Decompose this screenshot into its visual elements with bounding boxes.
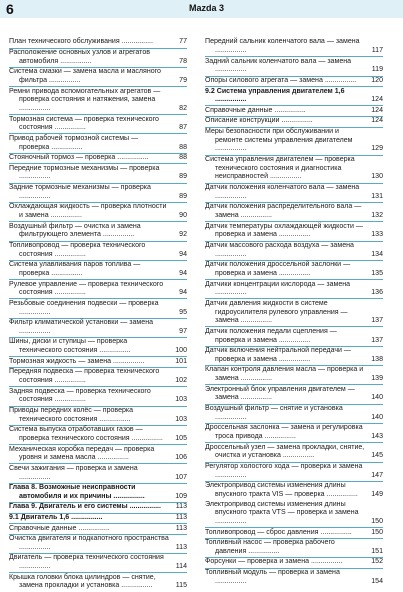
toc-entry-page: 120	[371, 76, 383, 84]
toc-entry-page: 133	[371, 231, 383, 239]
toc-entry	[205, 261, 383, 280]
toc-entry	[205, 528, 383, 539]
toc-entry-title: Электропривод системы изменения длины впускного тракта VTS — проверка и замена ................	[205, 500, 359, 525]
toc-entry-page: 97	[179, 327, 187, 335]
toc-entry-title: Глава 8. Возможные неисправности автомобиля и их причины ................	[9, 484, 145, 500]
toc-entry-page: 131	[371, 192, 383, 200]
toc-entry-title: 9.2 Система управления двигателем 1,6 ................	[205, 87, 345, 104]
toc-entry-page: 138	[371, 355, 383, 363]
toc-entry-page: 147	[371, 471, 383, 479]
toc-entry-page: 109	[175, 492, 187, 500]
toc-entry-title: Задний сальник коленчатого вала — замена ................	[205, 57, 352, 74]
toc-entry-page: 137	[371, 317, 383, 325]
toc-entry-title: Описание конструкции ................	[205, 117, 313, 125]
toc-entry-page: 77	[179, 38, 187, 46]
toc-entry-page: 94	[179, 289, 187, 297]
toc-entry-page: 113	[175, 514, 187, 521]
toc-entry-page: 107	[175, 473, 187, 481]
toc-entry-title: Резьбовые соединения подвески — проверка ................	[9, 299, 159, 316]
toc-entry-title: Датчик положения педали сцепления — проверка и замена ................	[205, 327, 337, 344]
toc-entry-title: Электронный блок управления двигателем — замена ................	[205, 385, 355, 402]
toc-entry-title: Передний сальник коленчатого вала — замена ................	[205, 38, 360, 55]
toc-entry	[205, 203, 383, 222]
toc-entry	[205, 366, 383, 385]
toc-entry-title: Задние тормозные механизмы — проверка ................	[9, 184, 151, 200]
toc-entry	[9, 535, 187, 554]
toc-entry-page: 132	[371, 212, 383, 220]
toc-entry-page: 129	[371, 145, 383, 153]
toc-entry-title: Тормозная система — проверка технического состояния ................	[9, 115, 159, 132]
toc-entry	[9, 426, 187, 445]
toc-column-right	[205, 38, 383, 587]
toc-entry	[9, 242, 187, 261]
toc-entry	[9, 387, 187, 406]
toc-entry	[205, 77, 383, 88]
toc-entry	[205, 156, 383, 184]
toc-entry-title: Приводы передних колёс — проверка технического состояния ................	[9, 406, 134, 423]
toc-entry	[9, 357, 187, 368]
toc-entry-title: Двигатель — проверка технического состояния ................	[9, 554, 164, 571]
toc-entry-title: Клапан контроля давления масла — проверка и замена ................	[205, 366, 364, 383]
toc-entry-page: 78	[179, 57, 187, 65]
toc-entry	[205, 482, 383, 500]
toc-entry	[205, 443, 383, 462]
toc-entry	[205, 327, 383, 346]
toc-entry-page: 134	[371, 250, 383, 258]
header-bar	[0, 0, 403, 18]
toc-entry	[9, 464, 187, 483]
toc-entry	[205, 184, 383, 203]
toc-entry-page: 105	[175, 434, 187, 442]
toc-entry-page: 88	[179, 154, 187, 162]
toc-entry-page: 130	[371, 173, 383, 181]
toc-entry	[9, 299, 187, 318]
toc-entry	[205, 128, 383, 156]
toc-entry-page: 79	[179, 76, 187, 84]
toc-entry	[9, 222, 187, 241]
toc-entry	[9, 368, 187, 387]
toc-entry-title: Датчик массового расхода воздуха — замена ................	[205, 241, 354, 258]
toc-entry-page: 139	[371, 375, 383, 383]
toc-entry	[205, 463, 383, 482]
toc-entry-title: Датчики концентрации кислорода — замена ................	[205, 280, 351, 297]
toc-entry-title: Справочные данные ................	[205, 106, 306, 114]
toc-entry	[205, 405, 383, 424]
toc-entry	[205, 569, 383, 587]
toc-entry-title: Тормозная жидкость — замена ................	[9, 357, 145, 365]
toc-entry-title: Датчик положения дроссельной заслонки — проверка и замена ................	[205, 261, 351, 277]
toc-entry-title: Охлаждающая жидкость — проверка плотности и замена ................	[9, 203, 167, 220]
toc-entry-title: Задняя подвеска — проверка технического состояния ................	[9, 387, 151, 404]
toc-entry	[9, 68, 187, 87]
toc-entry-page: 154	[371, 577, 383, 585]
toc-entry	[205, 57, 383, 76]
toc-entry	[9, 115, 187, 134]
running-head: Mazda 3	[189, 3, 225, 13]
toc-entry	[205, 558, 383, 569]
toc-entry-title: Ремни привода вспомогательных агрегатов — проверка состояния и натяжения, замена ................	[9, 87, 161, 112]
toc-entry-title: Рулевое управление — проверка технического состояния ................	[9, 280, 164, 297]
toc-entry	[9, 203, 187, 222]
toc-entry-page: 151	[371, 547, 383, 555]
toc-entry	[205, 106, 383, 117]
toc-entry-page: 114	[175, 563, 187, 571]
toc-entry-title: Опоры силового агрегата — замена ................	[205, 76, 357, 84]
toc-entry-page: 95	[179, 308, 187, 316]
toc-entry	[9, 87, 187, 115]
toc-entry-page: 140	[371, 394, 383, 402]
toc-entry-page: 124	[371, 106, 383, 114]
toc-column-left	[9, 38, 187, 592]
toc-entry-page: 113	[175, 503, 187, 511]
toc-entry	[205, 38, 383, 57]
toc-entry	[9, 164, 187, 183]
toc-entry-page: 113	[175, 524, 187, 532]
toc-entry-title: Система выпуска отработавших газов — проверка технического состояния ................	[9, 426, 163, 442]
toc-entry-page: 119	[371, 66, 383, 74]
toc-entry	[205, 539, 383, 558]
toc-entry-page: 92	[179, 231, 187, 239]
toc-entry-title: 9.1 Двигатель 1,6 ................	[9, 514, 103, 521]
toc-entry-title: Шины, диски и ступицы — проверка технического состояния ................	[9, 338, 131, 355]
toc-entry-page: 94	[179, 250, 187, 258]
toc-entry	[9, 338, 187, 357]
toc-entry-page: 87	[179, 124, 187, 132]
page-number: 6	[6, 1, 14, 17]
toc-entry	[9, 184, 187, 203]
toc-entry	[205, 500, 383, 528]
toc-entry-page: 150	[371, 517, 383, 525]
toc-entry-title: Датчик давления жидкости в системе гидроусилителя рулевого управления — замена ................	[205, 299, 348, 325]
toc-entry-page: 100	[175, 347, 187, 355]
toc-section	[205, 87, 383, 106]
toc-entry	[9, 261, 187, 280]
toc-entry-page: 94	[179, 269, 187, 277]
toc-entry	[9, 319, 187, 338]
toc-entry-title: Свечи зажигания — проверка и замена ................	[9, 464, 138, 481]
toc-chapter	[9, 484, 187, 503]
toc-entry-page: 103	[175, 396, 187, 404]
toc-entry-page: 113	[175, 543, 187, 551]
toc-entry-title: Топливный модуль — проверка и замена ................	[205, 569, 340, 585]
toc-entry-title: Крышка головки блока цилиндров — снятие, замена прокладки и установка ................	[9, 573, 156, 590]
toc-entry-page: 106	[175, 454, 187, 462]
toc-entry	[205, 242, 383, 261]
toc-entry-page: 117	[371, 47, 383, 55]
toc-entry	[9, 280, 187, 299]
toc-entry-page: 88	[179, 143, 187, 151]
toc-entry	[9, 154, 187, 165]
toc-entry-page: 115	[175, 582, 187, 590]
toc-entry-title: Топливный насос — проверка рабочего давления ................	[205, 539, 335, 555]
toc-entry-page: 101	[175, 357, 187, 365]
toc-entry-title: Передняя подвеска — проверка технического состояния ................	[9, 368, 160, 385]
toc-entry-title: Датчик температуры охлаждающей жидкости — проверка и замена ................	[205, 222, 363, 239]
toc-entry	[205, 299, 383, 327]
toc-entry-title: Воздушный фильтр — очистка и замена фильтрующего элемента ................	[9, 222, 141, 239]
toc-entry-page: 102	[175, 377, 187, 385]
toc-entry-title: Справочные данные ................	[9, 524, 110, 532]
toc-entry	[9, 524, 187, 535]
toc-entry-page: 143	[371, 433, 383, 441]
toc-entry-page: 90	[179, 212, 187, 220]
toc-entry-title: Датчик положения коленчатого вала — замена ................	[205, 184, 360, 200]
toc-entry-title: Расположение основных узлов и агрегатов автомобиля ................	[9, 48, 150, 65]
toc-entry-title: Форсунки — проверка и замена ................	[205, 558, 343, 566]
toc-chapter	[9, 503, 187, 514]
toc-entry-page: 136	[371, 289, 383, 297]
toc-entry-title: Датчик положения распределительного вала — замена ................	[205, 203, 362, 220]
toc-entry-title: Регулятор холостого хода — проверка и замена ................	[205, 462, 363, 479]
toc-entry	[9, 49, 187, 68]
toc-entry-page: 89	[179, 192, 187, 200]
toc-entry-page: 152	[371, 558, 383, 566]
toc-entry-page: 149	[371, 490, 383, 498]
toc-entry-title: Электропривод системы изменения длины впускного тракта VIS — проверка ................	[205, 482, 358, 498]
toc-entry	[205, 385, 383, 404]
toc-entry	[205, 280, 383, 299]
toc-entry-title: Фильтр климатической установки — замена ................	[9, 319, 153, 335]
toc-entry-page: 135	[371, 269, 383, 277]
toc-entry-title: Воздушный фильтр — снятие и установка ................	[205, 405, 343, 421]
toc-entry-page: 145	[371, 452, 383, 460]
toc-entry	[9, 407, 187, 426]
toc-entry-page: 137	[371, 336, 383, 344]
toc-entry-title: Система смазки — замена масла и масляного фильтра ................	[9, 68, 161, 84]
toc-entry-title: Система улавливания паров топлива — проверка ................	[9, 261, 141, 277]
toc-entry	[205, 347, 383, 366]
toc-entry-page: 103	[175, 415, 187, 423]
toc-entry-page: 89	[179, 173, 187, 181]
toc-entry	[205, 222, 383, 241]
toc-entry	[9, 573, 187, 591]
toc-entry-page: 140	[371, 413, 383, 421]
toc-entry	[205, 424, 383, 443]
toc-entry-title: Меры безопасности при обслуживании и ремонте системы управления двигателем ................	[205, 128, 353, 153]
toc-entry	[9, 134, 187, 153]
toc-entry-page: 124	[371, 117, 383, 125]
toc-entry-title: Глава 9. Двигатель и его системы ................	[9, 503, 161, 511]
toc-entry-title: Система управления двигателем — проверка технического состояния и диагностика неисправностей ................	[205, 156, 355, 181]
toc-entry	[205, 117, 383, 128]
toc-entry-title: Топливопровод — проверка технического состояния ................	[9, 241, 146, 258]
toc-entry-title: Дроссельный узел — замена прокладки, снятие, очистка и установка ................	[205, 443, 365, 460]
toc-entry-page: 150	[371, 528, 383, 536]
toc-entry-title: Датчик включения нейтральной передачи — проверка и замена ................	[205, 347, 351, 363]
toc-entry-title: План технического обслуживания ................	[9, 38, 153, 46]
toc-entry-title: Передние тормозные механизмы — проверка ................	[9, 164, 160, 181]
toc-entry-title: Стояночный тормоз — проверка ................	[9, 154, 149, 162]
toc-entry	[9, 38, 187, 49]
toc-entry	[9, 554, 187, 573]
toc-entry-page: 82	[179, 104, 187, 112]
toc-section	[9, 514, 187, 525]
toc-entry-title: Привод рабочей тормозной системы — проверка ................	[9, 134, 139, 151]
toc-entry-page: 124	[371, 96, 383, 104]
toc-entry-title: Дроссельная заслонка — замена и регулировка троса привода ................	[205, 424, 363, 441]
toc-entry-title: Очистка двигателя и подкапотного пространства ................	[9, 535, 169, 551]
toc-entry	[9, 445, 187, 464]
toc-entry-title: Топливопровод — сброс давления ................	[205, 528, 352, 536]
toc-entry-title: Механическая коробка передач — проверка уровня и замена масла ................	[9, 445, 155, 462]
